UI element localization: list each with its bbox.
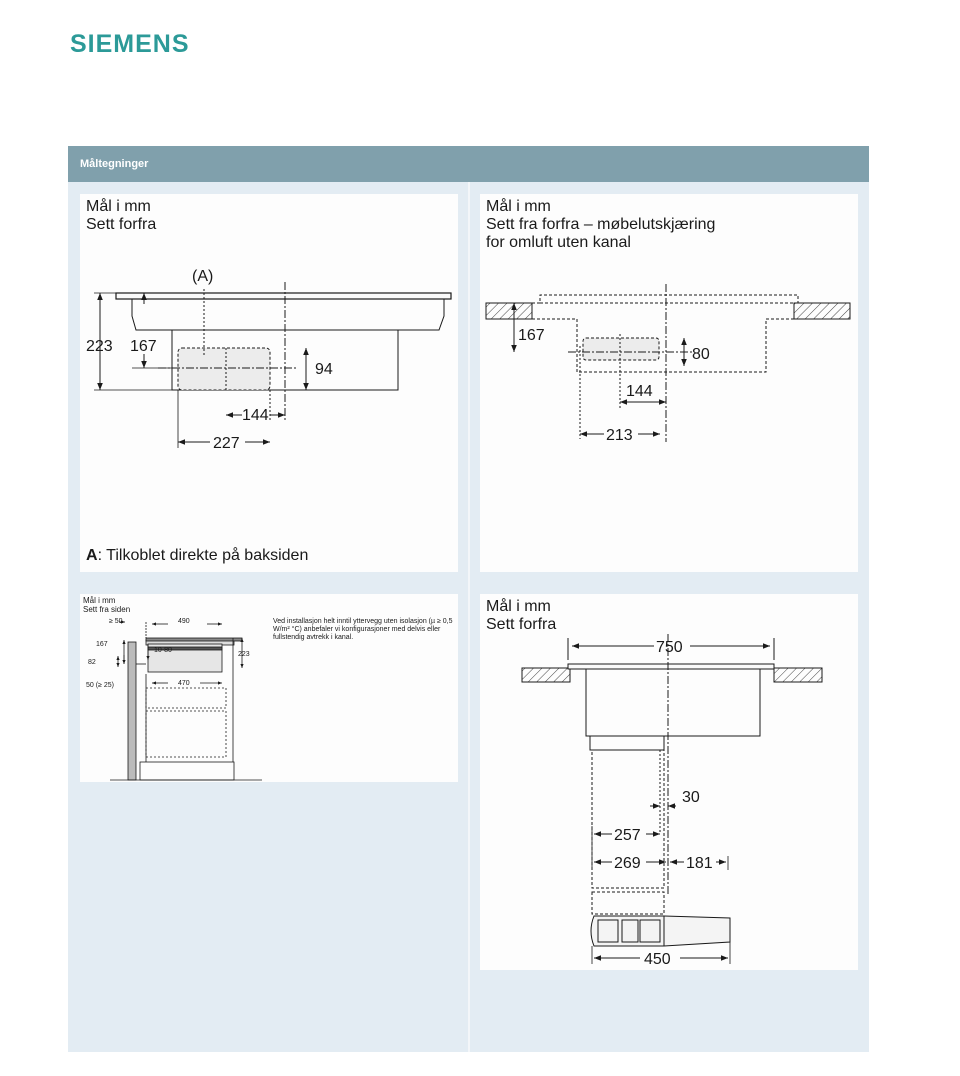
column-divider	[468, 182, 470, 1052]
footnote-text: : Tilkoblet direkte på baksiden	[97, 547, 309, 564]
footnote-key: A	[86, 547, 98, 564]
dim-height: 80	[692, 346, 710, 363]
label-a: (A)	[192, 268, 214, 285]
hob-body	[132, 299, 444, 330]
dim-upper-height: 167	[130, 338, 157, 355]
hob-glass	[116, 293, 451, 299]
hob-glass	[568, 664, 774, 669]
front-view-drawing	[80, 194, 458, 572]
dim-wall: 50 (≥ 25)	[86, 682, 114, 689]
cutout-drawing	[480, 194, 858, 572]
dim-offset-213: 213	[606, 427, 633, 444]
panel-front-view	[80, 194, 458, 572]
panel-caption: Mål i mm Sett fra forfra – møbelutskjæring for omluft uten kanal	[486, 198, 716, 251]
hob-body	[586, 669, 760, 736]
dim-d-181: 181	[686, 855, 713, 872]
worktop-left	[486, 303, 532, 319]
dim-width-470: 470	[178, 680, 190, 687]
dim-offset-144: 144	[242, 407, 269, 424]
worktop-left	[522, 668, 570, 682]
side-view-drawing	[80, 594, 458, 782]
dim-h-82: 82	[88, 659, 96, 666]
worktop-right	[794, 303, 850, 319]
worktop-right	[774, 668, 822, 682]
dim-d-30: 30	[682, 789, 700, 806]
installation-note: Ved installasjon helt inntil yttervegg uten isolasjon (µ ≥ 0,5 W/m² °C) anbefaler vi konfigurasjoner med delvis eller fullstendig avtrekk i kanal.	[273, 618, 453, 641]
panel-front-duct-view	[480, 594, 858, 970]
front-duct-drawing	[480, 594, 858, 970]
panel-caption: Mål i mm Sett forfra	[486, 598, 557, 633]
worktop	[146, 638, 242, 641]
panel-caption: Mål i mm Sett forfra	[86, 198, 157, 233]
siemens-logo: SIEMENS	[70, 30, 190, 58]
dim-d-257: 257	[614, 827, 641, 844]
dim-width: 750	[656, 639, 683, 656]
section-header: Måltegninger	[68, 146, 869, 182]
connection-box	[178, 348, 270, 390]
dim-h-223: 223	[238, 651, 250, 658]
connection-box	[583, 338, 659, 360]
panel-cutout-view	[480, 194, 858, 572]
dim-width-490: 490	[178, 618, 190, 625]
fan-unit	[590, 736, 664, 750]
dim-box-height: 94	[315, 361, 333, 378]
dim-range: 10-80	[154, 647, 172, 654]
dim-d-269: 269	[614, 855, 641, 872]
dim-h-167: 167	[96, 641, 108, 648]
panel-side-view	[80, 594, 458, 782]
dim-offset-144: 144	[626, 383, 653, 400]
footnote	[86, 547, 308, 565]
dim-total-height: 223	[86, 338, 113, 355]
panel-caption: Mål i mm Sett fra siden	[83, 596, 131, 614]
wall	[128, 642, 136, 780]
dim-gap: ≥ 50	[109, 618, 123, 625]
dim-depth: 167	[518, 327, 545, 344]
dim-offset-227: 227	[213, 435, 240, 452]
drawing-sheet	[68, 146, 869, 1052]
dim-d-450: 450	[644, 951, 671, 968]
